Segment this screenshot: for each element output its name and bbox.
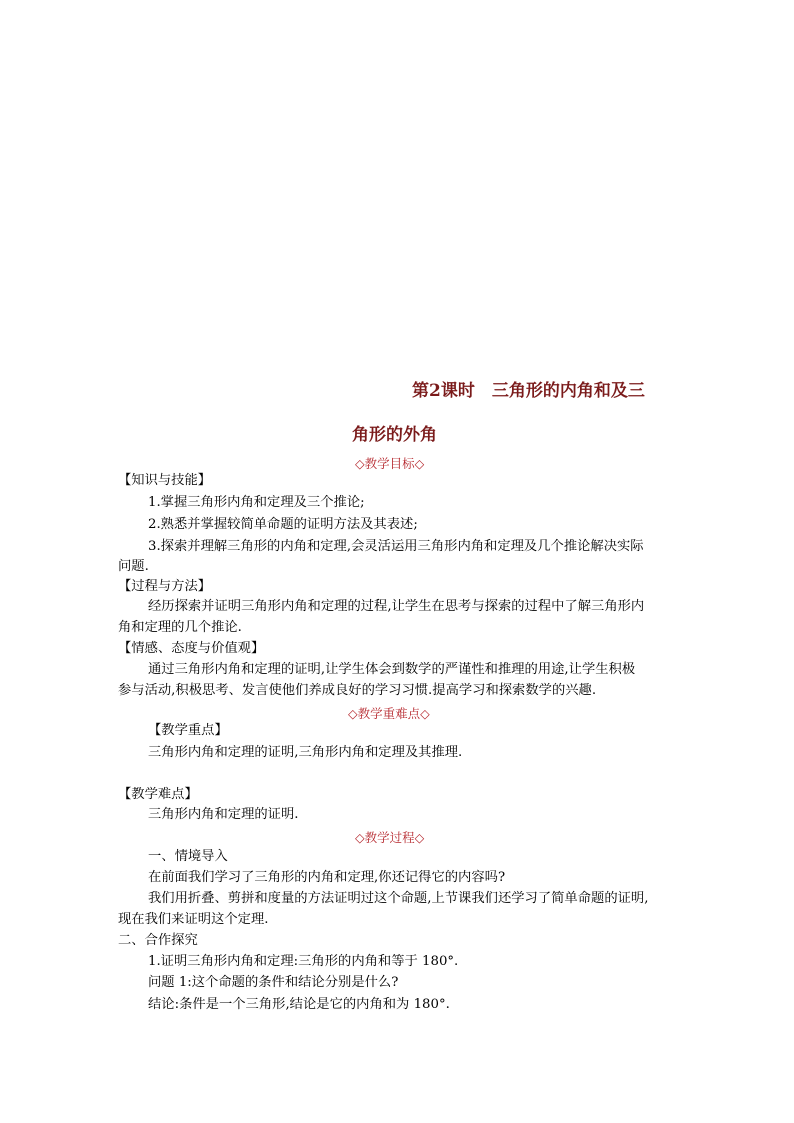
- page-title-line-1: 第2课时 三角形的内角和及三: [412, 381, 645, 401]
- difficult-paragraph-line: 三角形内角和定理的证明.: [148, 807, 299, 822]
- knowledge-item: 1.掌握三角形内角和定理及三个推论;: [148, 495, 365, 510]
- intro-heading: 一、情境导入: [148, 849, 228, 864]
- emotion-paragraph-line: 通过三角形内角和定理的证明,让学生体会到数学的严谨性和推理的用途,让学生积极: [148, 662, 636, 677]
- intro-paragraph-line: 在前面我们学习了三角形的内角和定理,你还记得它的内容吗?: [148, 870, 506, 885]
- key-paragraph-line: 三角形内角和定理的证明,三角形内角和定理及其推理.: [148, 745, 463, 760]
- process-paragraph-line: 角和定理的几个推论.: [118, 620, 242, 635]
- emotion-heading: 【情感、态度与价值观】: [118, 641, 265, 656]
- process-heading: 【过程与方法】: [118, 579, 212, 594]
- intro-paragraph-line: 我们用折叠、剪拼和度量的方法证明过这个命题,上节课我们还学习了简单命题的证明,: [148, 891, 649, 906]
- explore-heading: 二、合作探究: [118, 933, 198, 948]
- page-title-line-2: 角形的外角: [352, 425, 437, 445]
- key-heading: 【教学重点】: [148, 723, 228, 738]
- section-process-heading: ◇教学过程◇: [355, 830, 425, 845]
- knowledge-item: 3.探索并理解三角形的内角和定理,会灵活运用三角形内角和定理及几个推论解决实际: [148, 539, 644, 554]
- knowledge-heading: 【知识与技能】: [118, 473, 212, 488]
- process-paragraph-line: 经历探索并证明三角形内角和定理的过程,让学生在思考与探索的过程中了解三角形内: [148, 599, 645, 614]
- section-keypoints-heading: ◇教学重难点◇: [348, 706, 430, 721]
- explore-paragraph-line: 结论:条件是一个三角形,结论是它的内角和为 180°.: [148, 997, 450, 1012]
- difficult-heading: 【教学难点】: [118, 787, 198, 802]
- knowledge-item: 问题.: [118, 559, 149, 574]
- knowledge-item: 2.熟悉并掌握较简单命题的证明方法及其表述;: [148, 517, 418, 532]
- intro-paragraph-line: 现在我们来证明这个定理.: [118, 912, 269, 927]
- emotion-paragraph-line: 参与活动,积极思考、发言使他们养成良好的学习习惯.提高学习和探索数学的兴趣.: [118, 683, 597, 698]
- section-objectives-heading: ◇教学目标◇: [355, 456, 425, 471]
- explore-paragraph-line: 1.证明三角形内角和定理:三角形的内角和等于 180°.: [148, 954, 459, 969]
- explore-paragraph-line: 问题 1:这个命题的条件和结论分别是什么?: [148, 975, 399, 990]
